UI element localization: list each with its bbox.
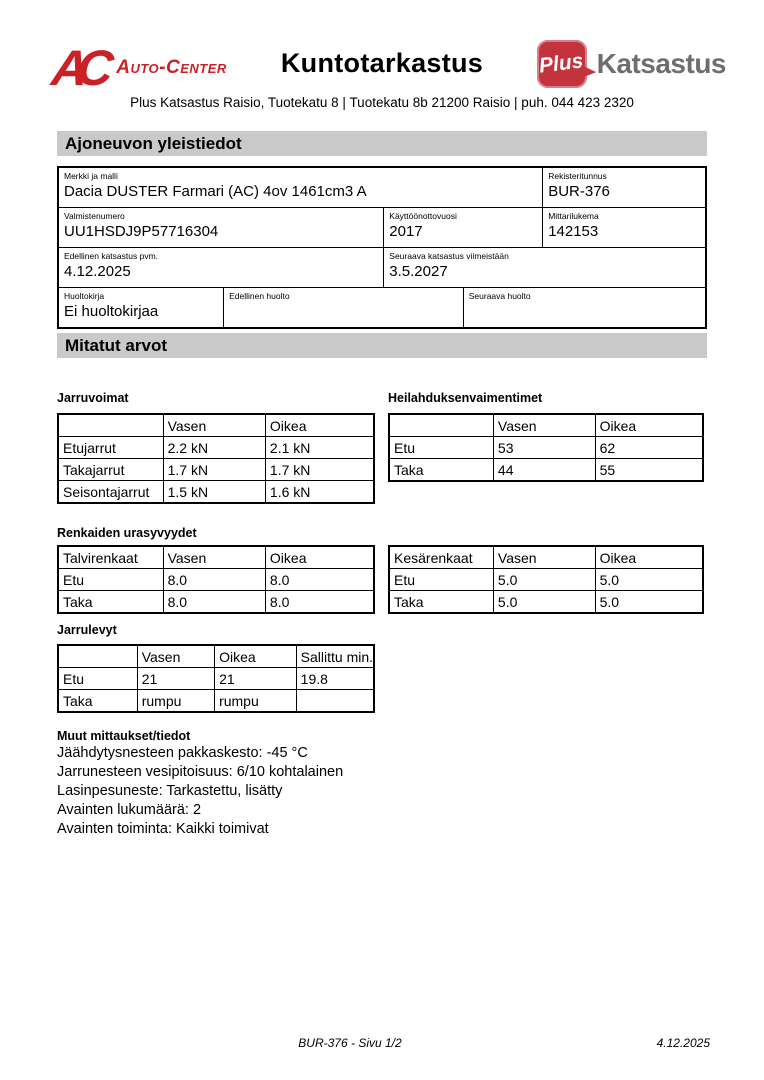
footer-date: 4.12.2025 [656,1036,710,1050]
section-header-measured: Mitatut arvot [57,333,707,358]
table-cell: Talvirenkaat [58,546,163,569]
table-cell: Taka [389,591,493,614]
table-row [58,591,374,614]
table-cell: rumpu [137,690,214,713]
field-label: Huoltokirja [64,291,105,301]
vehicle-info-row [59,247,705,287]
table-row [58,481,374,504]
field-rekisteritunnus [542,168,705,207]
table-cell: Vasen [163,414,265,437]
table-row [58,645,374,668]
table-cell: 53 [493,437,595,459]
field-label: Seuraava katsastus viimeistään [389,251,509,261]
table-row [58,414,374,437]
table-cell [58,414,163,437]
vehicle-info-table [57,166,707,329]
table-cell: 21 [215,668,297,690]
field-value: 4.12.2025 [64,263,131,280]
brake-forces-title: Jarruvoimat [57,391,129,405]
table-cell: Etu [389,569,493,591]
table-row [389,591,703,614]
measurement-line: Jarrunesteen vesipitoisuus: 6/10 kohtalainen [57,764,344,780]
measurement-line: Jäähdytysnesteen pakkaskesto: -45 °C [57,745,308,761]
field-huoltokirja [59,288,223,327]
field-merkki-ja-malli [59,168,542,207]
field-value: Ei huoltokirjaa [64,303,159,320]
plus-badge-icon [537,40,587,88]
brake-discs-title: Jarrulevyt [57,623,117,637]
table-cell [296,690,374,713]
table-cell: 5.0 [493,591,595,614]
other-measurements-list [57,744,343,839]
table-cell: 44 [493,459,595,482]
table-cell: 2.2 kN [163,437,265,459]
field-value: 2017 [389,223,423,240]
field-value: BUR-376 [548,183,610,200]
table-row [58,459,374,481]
field-valmistenumero [59,208,383,247]
field-kayttoonottovuosi [383,208,542,247]
field-label: Käyttöönottovuosi [389,211,457,221]
field-value: Dacia DUSTER Farmari (AC) 4ov 1461cm3 A [64,183,367,200]
field-seuraava-huolto [463,288,705,327]
table-cell: Etu [389,437,493,459]
brake-forces-table [57,413,375,504]
summer-tires-table [388,545,704,614]
table-row [58,668,374,690]
table-cell: 1.5 kN [163,481,265,504]
winter-tires-table [57,545,375,614]
table-cell: Vasen [493,546,595,569]
table-row [389,437,703,459]
field-label: Edellinen katsastus pvm. [64,251,159,261]
table-cell: Taka [389,459,493,482]
vehicle-info-row [59,287,705,327]
table-cell: Sallittu min. [296,645,374,668]
table-row [389,459,703,482]
table-row [58,546,374,569]
plus-badge-tail-icon [579,65,597,81]
tire-tread-title: Renkaiden urasyvyydet [57,526,197,540]
shock-absorbers-title: Heilahduksenvaimentimet [388,391,543,405]
table-cell: Etu [58,668,137,690]
field-label: Merkki ja malli [64,171,118,181]
field-value: 3.5.2027 [389,263,448,280]
measurement-line: Lasinpesuneste: Tarkastettu, lisätty [57,783,283,799]
table-cell: 5.0 [595,591,703,614]
table-cell: Oikea [595,414,703,437]
other-measurements-title: Muut mittaukset/tiedot [57,729,191,743]
table-row [58,569,374,591]
field-edellinen-huolto [223,288,463,327]
shock-absorbers-table [388,413,704,482]
field-edellinen-katsastus [59,248,383,287]
table-cell: Etu [58,569,163,591]
table-cell: 8.0 [163,569,265,591]
table-cell: 1.6 kN [265,481,374,504]
plus-badge-text: Plus [538,49,586,78]
table-cell [389,414,493,437]
field-mittarilukema [542,208,705,247]
table-cell: Oikea [265,546,374,569]
vehicle-info-row [59,168,705,207]
table-row [389,546,703,569]
field-label: Rekisteritunnus [548,171,607,181]
plus-katsastus-logo [537,40,726,88]
autocenter-monogram-icon: AC [49,40,106,96]
table-cell: Seisontajarrut [58,481,163,504]
table-cell [58,645,137,668]
field-seuraava-katsastus [383,248,705,287]
table-row [58,690,374,713]
table-cell: 8.0 [265,591,374,614]
table-cell: 19.8 [296,668,374,690]
table-cell: 55 [595,459,703,482]
table-cell: Vasen [163,546,265,569]
autocenter-logo-text: Auto-Center [116,57,227,78]
table-cell: Takajarrut [58,459,163,481]
table-cell: 1.7 kN [265,459,374,481]
table-cell: 2.1 kN [265,437,374,459]
table-cell: rumpu [215,690,297,713]
table-cell: 5.0 [595,569,703,591]
table-cell: 1.7 kN [163,459,265,481]
table-cell: Oikea [595,546,703,569]
table-cell: Oikea [215,645,297,668]
table-cell: Etujarrut [58,437,163,459]
measurement-line: Avainten lukumäärä: 2 [57,802,202,818]
table-cell: 8.0 [265,569,374,591]
table-cell: 8.0 [163,591,265,614]
table-cell: Oikea [265,414,374,437]
table-cell: 21 [137,668,214,690]
table-row [389,414,703,437]
field-value: 142153 [548,223,599,240]
table-cell: Vasen [493,414,595,437]
page-title: Kuntotarkastus [280,48,484,78]
vehicle-info-row [59,207,705,247]
field-label: Mittarilukema [548,211,599,221]
table-cell: Kesärenkaat [389,546,493,569]
field-label: Valmistenumero [64,211,125,221]
table-row [389,569,703,591]
table-row [58,437,374,459]
table-cell: Taka [58,690,137,713]
table-cell: 62 [595,437,703,459]
section-header-general: Ajoneuvon yleistiedot [57,131,707,156]
table-cell: Taka [58,591,163,614]
brake-discs-table [57,644,375,713]
field-label: Edellinen huolto [229,291,290,301]
field-value: UU1HSDJ9P57716304 [64,223,219,240]
footer-page-label: BUR-376 - Sivu 1/2 [298,1036,402,1050]
plus-logo-text: Katsastus [596,48,726,79]
table-cell: Vasen [137,645,214,668]
station-address: Plus Katsastus Raisio, Tuotekatu 8 | Tuotekatu 8b 21200 Raisio | puh. 044 423 2320 [130,95,634,110]
table-cell: 5.0 [493,569,595,591]
field-label: Seuraava huolto [468,291,531,301]
measurement-line: Avainten toiminta: Kaikki toimivat [57,821,269,837]
